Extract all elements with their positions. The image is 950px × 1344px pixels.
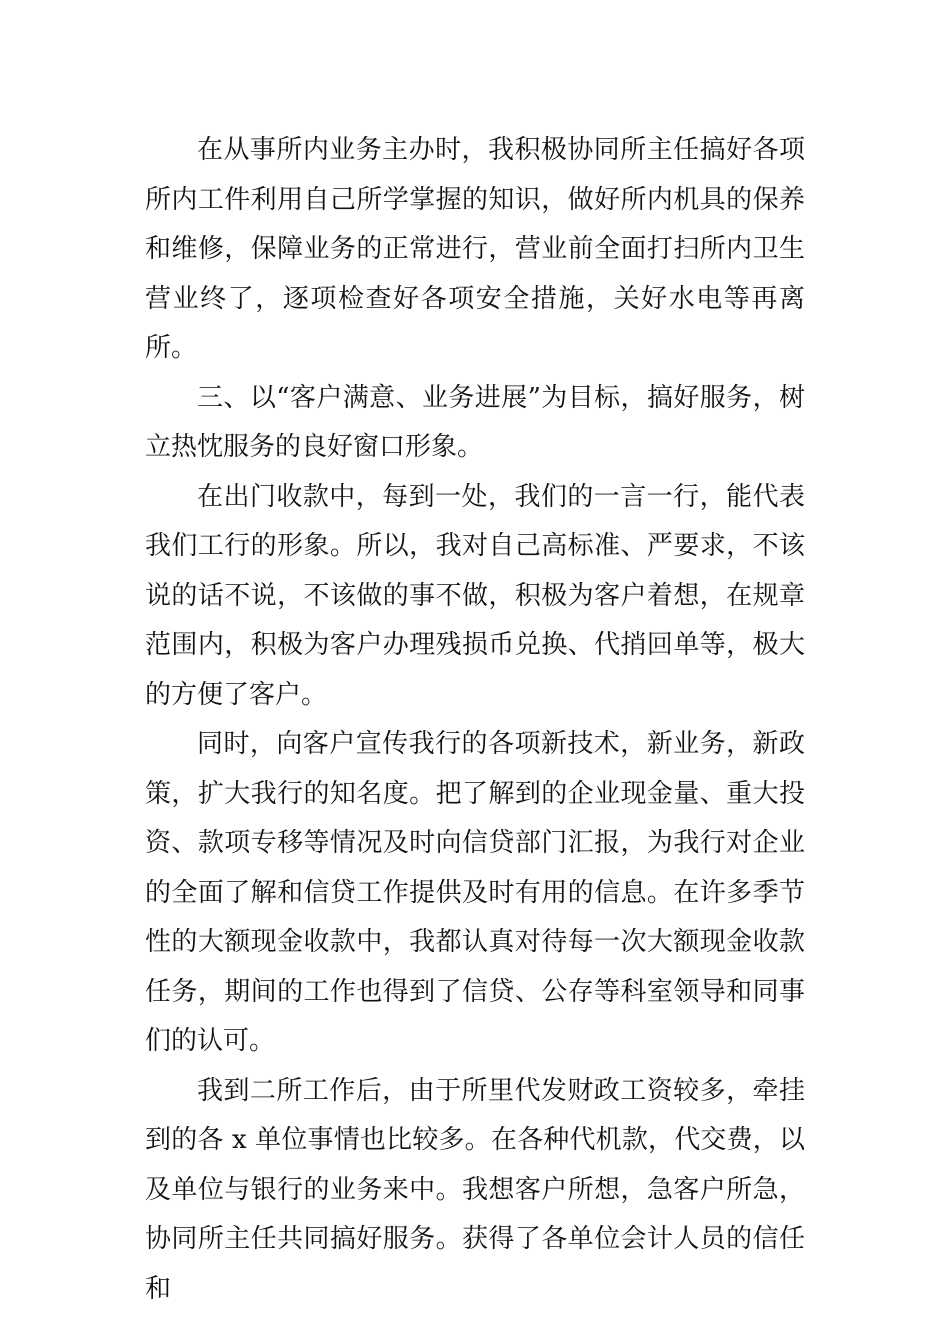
- paragraph-section-three-heading: 三、以“客户满意、业务进展”为目标，搞好服务，树立热忱服务的良好窗口形象。: [145, 382, 805, 462]
- paragraph-business-duties: 在从事所内业务主办时，我积极协同所主任搞好各项所内工件利用自己所学掌握的知识，做好所内机具的保养和维修，保障业务的正常进行，营业前全面打扫所内卫生营业终了，逐项检查好各项安全措施，关好水电等再离所。: [145, 135, 805, 363]
- paragraph-second-branch-work: 我到二所工作后，由于所里代发财政工资较多，牵挂到的各 x 单位事情也比较多。在各种代机款，代交费，以及单位与银行的业务来中。我想客户所想，急客户所急，协同所主任共同搞好服务。获得了各单位会计人员的信任和: [145, 1075, 805, 1304]
- paragraph-customer-promotion: 同时，向客户宣传我行的各项新技术，新业务，新政策，扩大我行的知名度。把了解到的企业现金量、重大投资、款项专移等情况及时向信贷部门汇报，为我行对企业的全面了解和信贷工作提供及时有用的信息。在许多季节性的大额现金收款中，我都认真对待每一次大额现金收款任务，期间的工作也得到了信贷、公存等科室领导和同事们的认可。: [145, 729, 805, 1056]
- paragraph-collection-conduct: 在出门收款中，每到一处，我们的一言一行，能代表我们工行的形象。所以，我对自己高标准、严要求，不该说的话不说，不该做的事不做，积极为客户着想，在规章范围内，积极为客户办理残损币兑换、代捎回单等，极大的方便了客户。: [145, 481, 805, 710]
- document-body: [145, 126, 805, 1314]
